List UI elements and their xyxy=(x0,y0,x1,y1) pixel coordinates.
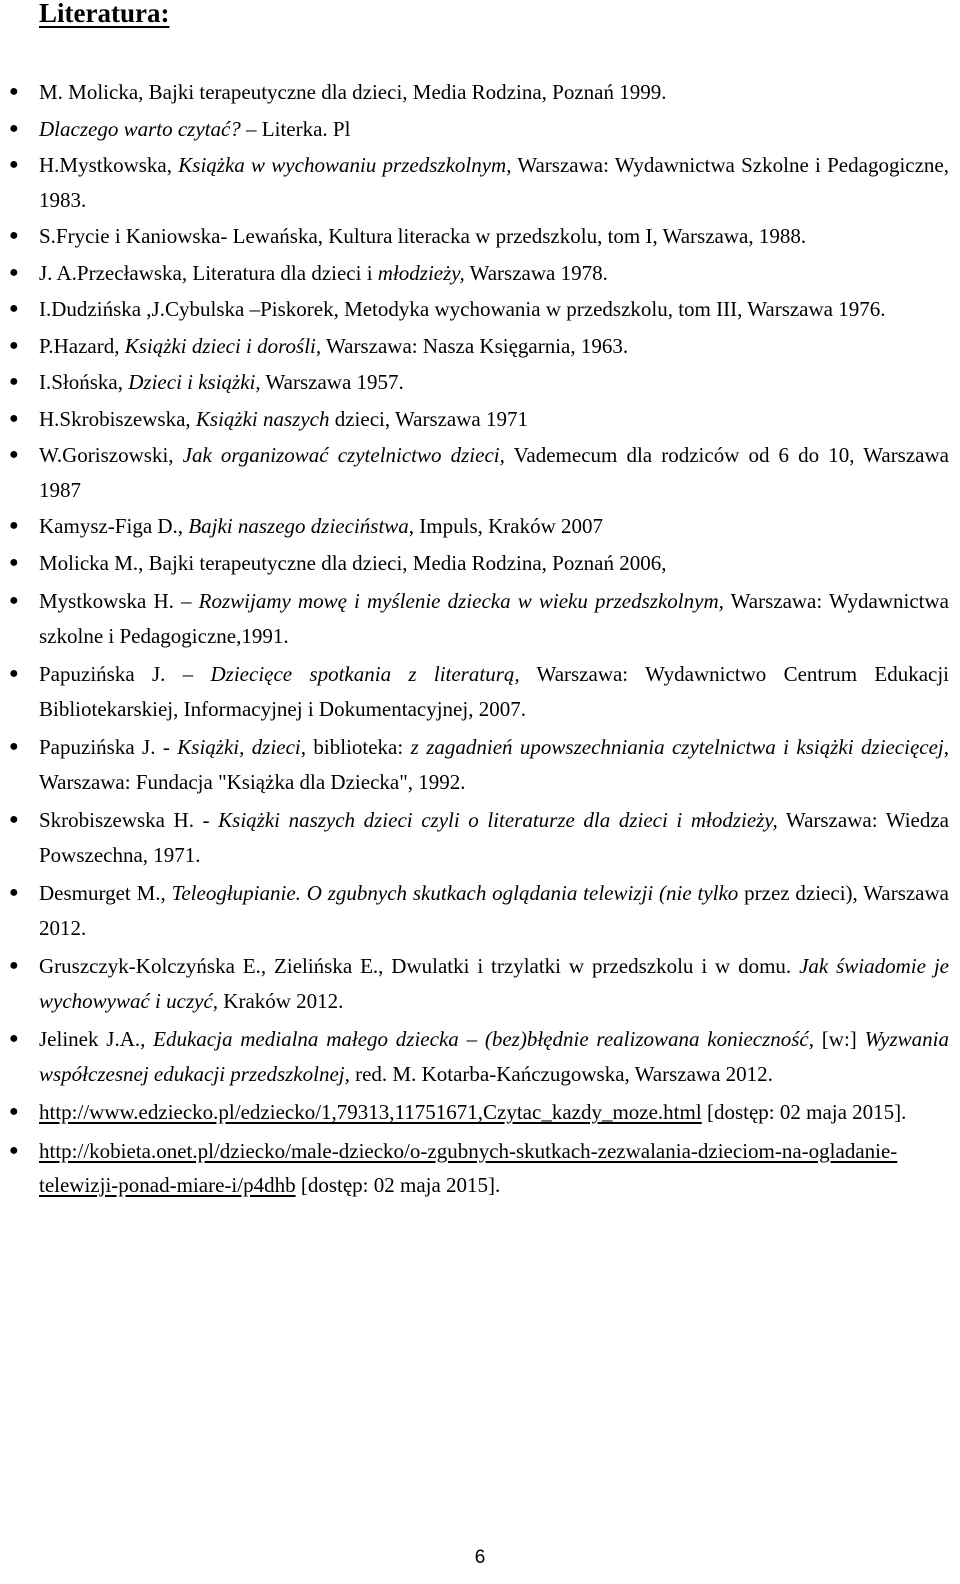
entry-title-italic: Książka w wychowaniu przedszkolnym, xyxy=(178,153,512,177)
entry-title-italic: Jak organizować czytelnictwo dzieci, xyxy=(182,443,505,467)
entry-text: Papuzińska J. - xyxy=(39,735,178,759)
bullet-icon: ● xyxy=(9,227,19,244)
entry-text: Warszawa 1978. xyxy=(464,260,608,285)
bullet-icon: ● xyxy=(9,336,19,354)
bullet-icon: ● xyxy=(9,1103,19,1120)
bullet-icon: ● xyxy=(9,738,19,755)
entry-text: J. A.Przecławska, Literatura dla dzieci i xyxy=(39,260,378,285)
entry-text: [dostęp: 02 maja 2015]. xyxy=(295,1173,501,1197)
entry-text: Gruszczyk-Kolczyńska E., Zielińska E., Dwulatki i trzylatki w przedszkolu i w domu. xyxy=(39,954,800,978)
bibliography-entry xyxy=(0,438,949,507)
bibliography-entry xyxy=(0,546,949,581)
entry-text: Desmurget M., xyxy=(39,881,172,905)
bibliography-entry xyxy=(0,365,949,400)
entry-title-italic: Edukacja medialna małego dziecka – (bez)błędnie realizowana konieczność, xyxy=(153,1027,814,1051)
bibliography-entry xyxy=(0,256,949,291)
bullet-icon: ● xyxy=(9,1030,19,1047)
bibliography-entry xyxy=(0,1134,949,1203)
entry-text: Warszawa 1957. xyxy=(260,370,404,394)
bibliography-entry xyxy=(0,148,949,217)
bullet-icon: ● xyxy=(9,83,19,100)
entry-text: Warszawa: Wydawnictwa szkolne i Pedagogiczne,1991. xyxy=(39,589,949,648)
bibliography-entry xyxy=(0,1022,949,1091)
entry-text: przez dzieci), Warszawa 2012. xyxy=(39,881,949,940)
bibliography-entry xyxy=(0,949,949,1018)
entry-title-italic: Książki dzieci i dorośli, xyxy=(124,333,322,358)
bullet-icon: ● xyxy=(9,409,19,427)
entry-text: , Warszawa: Fundacja "Książka dla Dziecka", 1992. xyxy=(39,735,949,794)
bullet-icon: ● xyxy=(9,119,19,137)
entry-text: Mystkowska H. – xyxy=(39,589,199,613)
bibliography-entry xyxy=(0,1095,949,1130)
bullet-icon: ● xyxy=(9,884,19,901)
entry-title-italic: młodzieży, xyxy=(377,260,465,285)
entry-title-italic: Dlaczego warto czytać? xyxy=(39,116,241,141)
entry-text: , Impuls, Kraków 2007 xyxy=(408,514,604,538)
entry-text: dzieci, Warszawa 1971 xyxy=(329,406,528,431)
bullet-icon: ● xyxy=(9,957,19,974)
bibliography-entry xyxy=(0,292,949,327)
entry-text: P.Hazard, xyxy=(39,333,125,358)
entry-text: I.Słońska, xyxy=(39,370,129,394)
bullet-icon: ● xyxy=(9,811,19,828)
bullet-icon: ● xyxy=(9,665,19,682)
entry-title-italic: Książki naszych dzieci czyli o literaturze dla dzieci i młodzieży, xyxy=(218,808,778,832)
entry-title-italic: Książki naszych xyxy=(195,406,330,431)
entry-title-italic: Wyzwania współczesnej edukacji przedszkolnej, xyxy=(39,1027,949,1086)
entry-link[interactable]: http://kobieta.onet.pl/dziecko/male-dziecko/o-zgubnych-skutkach-zezwalania-dzieciom-na-ogladanie-telewizji-ponad-miare-i/p4dhb xyxy=(39,1138,898,1197)
bibliography-entry xyxy=(0,112,949,147)
entry-text: Warszawa: Nasza Księgarnia, 1963. xyxy=(321,333,629,358)
bibliography-entry xyxy=(0,803,949,872)
entry-text: H.Skrobiszewska, xyxy=(39,406,196,431)
entry-text: M. Molicka, Bajki terapeutyczne dla dzieci, Media Rodzina, Poznań 1999. xyxy=(39,80,667,104)
bibliography-entry xyxy=(0,730,949,799)
entry-text: Warszawa: Wydawnictwo Centrum Edukacji Bibliotekarskiej, Informacyjnej i Dokumentacyjnej, 2007. xyxy=(39,662,950,721)
entry-text: W.Goriszowski, xyxy=(39,443,183,467)
entry-text: red. M. Kotarba-Kańczugowska, Warszawa 2012. xyxy=(349,1061,773,1086)
entry-text: [dostęp: 02 maja 2015]. xyxy=(701,1100,907,1124)
bullet-icon: ● xyxy=(9,373,19,390)
entry-text: Kraków 2012. xyxy=(218,988,344,1013)
bullet-icon: ● xyxy=(9,156,19,173)
entry-title-italic: Jak świadomie je wychowywać i uczyć, xyxy=(39,954,949,1013)
entry-text: H.Mystkowska, xyxy=(39,153,179,177)
entry-title-italic: Książki, dzieci, xyxy=(177,735,306,759)
page-number: 6 xyxy=(474,1547,486,1568)
bibliography-entry xyxy=(0,219,949,254)
bullet-icon: ● xyxy=(9,517,19,534)
bibliography-entry xyxy=(0,657,949,726)
bibliography-entry xyxy=(0,75,949,110)
bibliography-list xyxy=(0,75,960,1207)
bibliography-entry xyxy=(0,509,949,544)
entry-text: Jelinek J.A., xyxy=(39,1027,154,1051)
entry-text: Papuzińska J. – xyxy=(39,662,211,686)
bullet-icon: ● xyxy=(9,300,19,317)
bullet-icon: ● xyxy=(9,1141,19,1159)
bullet-icon: ● xyxy=(9,446,19,463)
bibliography-entry xyxy=(0,329,949,364)
entry-text: Skrobiszewska H. - xyxy=(39,808,219,832)
entry-text: [w:] xyxy=(814,1027,865,1051)
entry-text: Warszawa: Wiedza Powszechna, 1971. xyxy=(39,808,950,867)
bullet-icon: ● xyxy=(9,592,19,609)
entry-text: S.Frycie i Kaniowska- Lewańska, Kultura literacka w przedszkolu, tom I, Warszawa, 1988. xyxy=(39,224,807,248)
entry-text: Kamysz-Figa D., xyxy=(39,514,189,538)
entry-text: Warszawa: Wydawnictwa Szkolne i Pedagogiczne, 1983. xyxy=(39,153,949,212)
entry-link[interactable]: http://www.edziecko.pl/edziecko/1,79313,11751671,Czytac_kazdy_moze.html xyxy=(39,1100,702,1124)
bibliography-entry xyxy=(0,876,949,945)
entry-text: biblioteka: xyxy=(306,735,411,759)
bibliography-entry xyxy=(0,402,949,437)
entry-title-italic: Bajki naszego dzieciństwa xyxy=(188,514,409,538)
entry-text: I.Dudzińska ,J.Cybulska –Piskorek, Metodyka wychowania w przedszkolu, tom III, Warszawa 1976. xyxy=(39,297,886,321)
entry-text: – Literka. Pl xyxy=(240,116,351,141)
entry-title-italic: z zagadnień upowszechniania czytelnictwa i książki dziecięcej xyxy=(410,735,944,759)
bullet-icon: ● xyxy=(9,263,19,281)
entry-text: Vademecum dla rodziców od 6 do 10, Warszawa 1987 xyxy=(39,443,949,502)
section-heading: Literatura: xyxy=(39,0,170,28)
entry-title-italic: Dziecięce spotkania z literaturą, xyxy=(210,662,520,686)
bibliography-entry xyxy=(0,584,949,653)
entry-title-italic: Teleogłupianie. O zgubnych skutkach oglądania telewizji (nie tylko xyxy=(171,881,739,905)
bullet-icon: ● xyxy=(9,553,19,571)
entry-title-italic: Dzieci i książki, xyxy=(128,370,261,394)
entry-text: Molicka M., Bajki terapeutyczne dla dzieci, Media Rodzina, Poznań 2006, xyxy=(39,550,667,575)
entry-title-italic: Rozwijamy mowę i myślenie dziecka w wieku przedszkolnym, xyxy=(198,589,724,613)
